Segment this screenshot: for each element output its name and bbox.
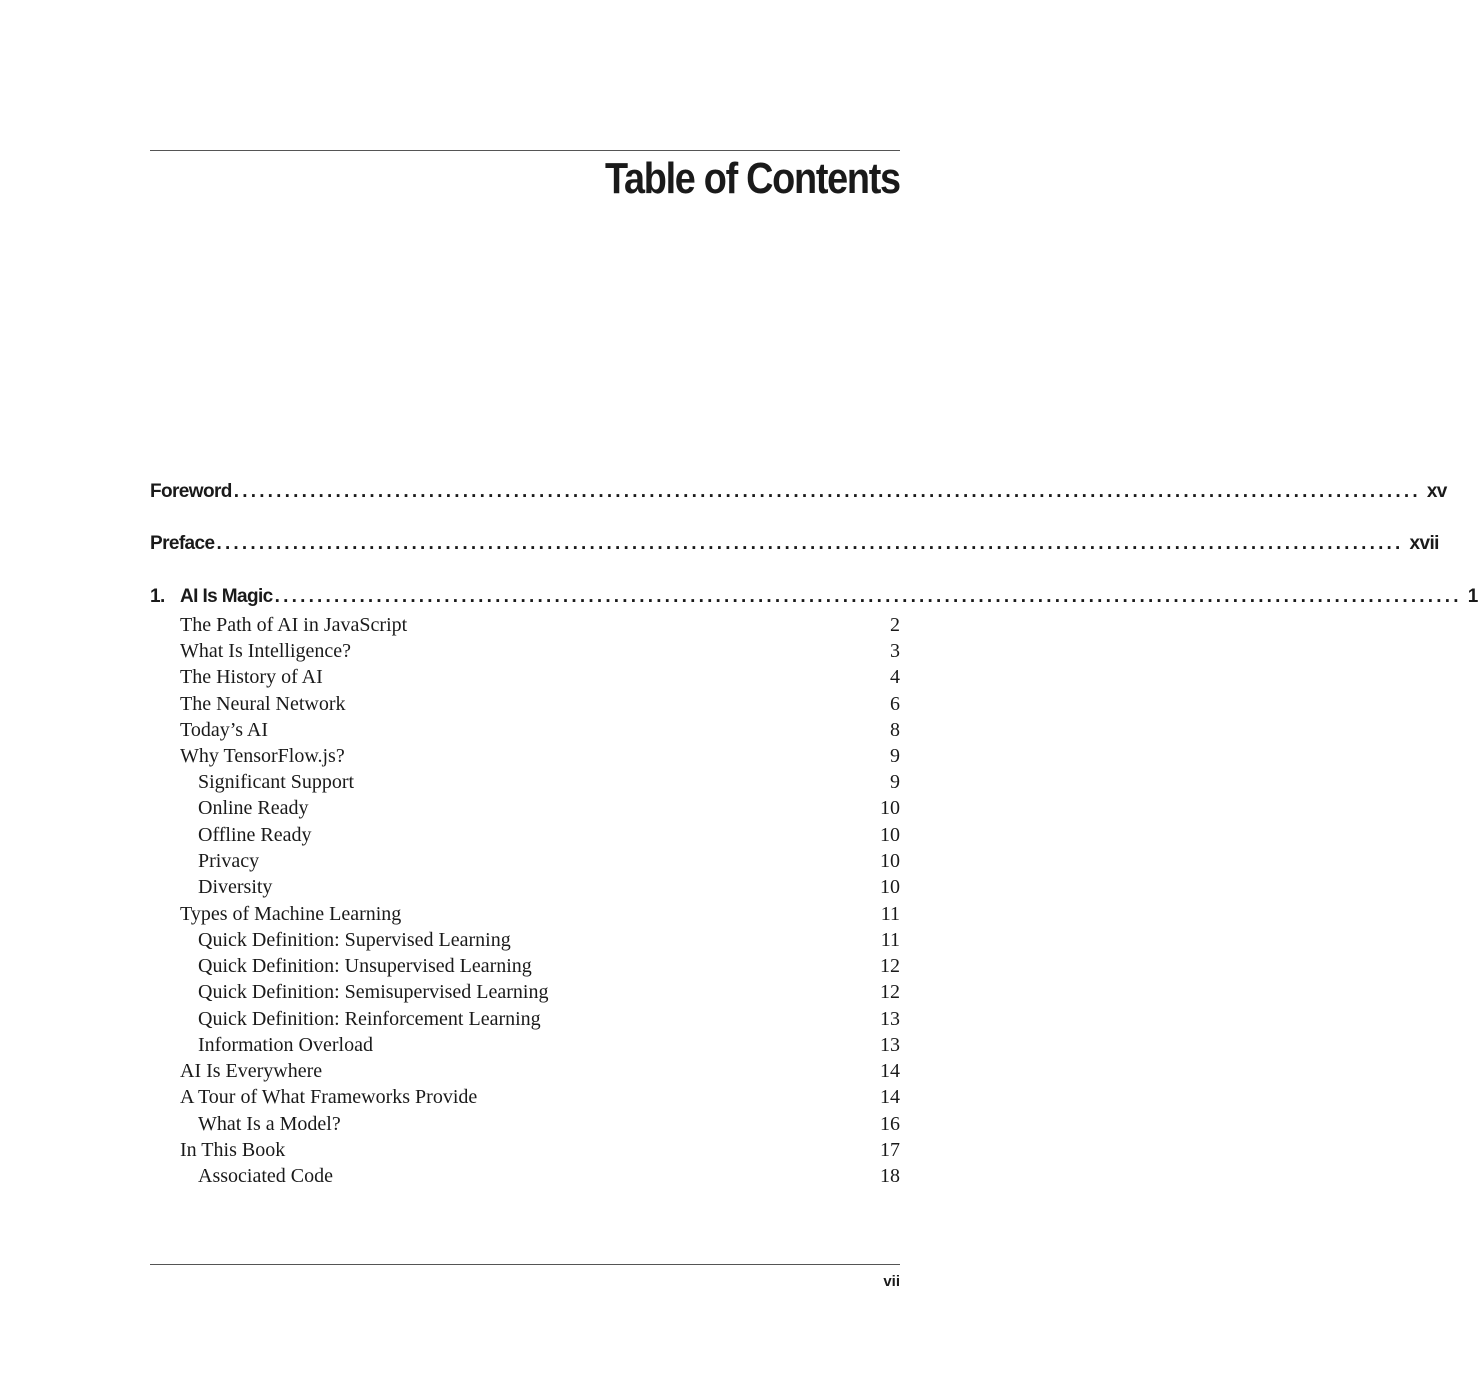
toc-section-page: 8 xyxy=(890,719,900,741)
toc-subsection[interactable] xyxy=(198,769,900,795)
toc-section-label: Quick Definition: Supervised Learning xyxy=(198,929,511,951)
toc-section-page: 6 xyxy=(890,693,900,715)
toc-entry-foreword[interactable] xyxy=(150,478,1447,506)
toc-section[interactable] xyxy=(180,1137,900,1163)
toc-section-label: Why TensorFlow.js? xyxy=(180,745,345,767)
toc-subsection[interactable] xyxy=(198,979,900,1005)
toc-section-label: Offline Ready xyxy=(198,824,312,846)
toc-section-page: 10 xyxy=(880,876,900,898)
toc-section[interactable] xyxy=(180,638,900,664)
toc-section-label: Quick Definition: Semisupervised Learning xyxy=(198,981,549,1003)
toc-section-label: AI Is Everywhere xyxy=(180,1060,323,1082)
toc-entry-label: AI Is Magic xyxy=(180,586,273,607)
toc-section-label: Online Ready xyxy=(198,797,309,819)
toc-entry-label: Preface xyxy=(150,533,215,554)
toc-entry-preface[interactable] xyxy=(150,530,1439,558)
toc-section-page: 12 xyxy=(880,981,900,1003)
toc-section-page: 9 xyxy=(890,745,900,767)
toc-subsection[interactable] xyxy=(198,795,900,821)
toc-subsection[interactable] xyxy=(198,1006,900,1032)
toc-subsection[interactable] xyxy=(198,1032,900,1058)
toc-section-page: 4 xyxy=(890,666,900,688)
toc-subsection[interactable] xyxy=(198,848,900,874)
toc-section-label: Diversity xyxy=(198,876,273,898)
toc-section[interactable] xyxy=(180,901,900,927)
toc-section-label: The Neural Network xyxy=(180,693,346,715)
toc-section-label: The History of AI xyxy=(180,666,323,688)
toc-subsection[interactable] xyxy=(198,874,900,900)
toc-section-label: In This Book xyxy=(180,1139,286,1161)
bottom-rule xyxy=(150,1264,900,1265)
chapter-heading xyxy=(150,583,273,611)
toc-section-label: Quick Definition: Reinforcement Learning xyxy=(198,1008,541,1030)
toc-section-page: 14 xyxy=(880,1086,900,1108)
toc-entry-label: Foreword xyxy=(150,481,232,502)
toc-entry-page: xv xyxy=(1426,481,1447,502)
toc-section-label: Types of Machine Learning xyxy=(180,903,402,925)
toc-section[interactable] xyxy=(180,1084,900,1110)
dot-leader: ............................................................................................................................................ xyxy=(233,481,1421,502)
toc-entry-page: 1 xyxy=(1467,586,1478,607)
toc-section[interactable] xyxy=(180,664,900,690)
dot-leader: ............................................................................................................................................ xyxy=(274,586,1462,607)
toc-subsection[interactable] xyxy=(198,927,900,953)
toc-section-page: 17 xyxy=(880,1139,900,1161)
toc-section-page: 13 xyxy=(880,1008,900,1030)
toc-section-label: Privacy xyxy=(198,850,260,872)
toc-section-page: 13 xyxy=(880,1034,900,1056)
toc-subsection[interactable] xyxy=(198,953,900,979)
toc-section[interactable] xyxy=(180,717,900,743)
toc-section-page: 12 xyxy=(880,955,900,977)
toc-section-page: 3 xyxy=(890,640,900,662)
toc-section-page: 11 xyxy=(880,903,900,925)
toc-subsection[interactable] xyxy=(198,1111,900,1137)
toc-subsection[interactable] xyxy=(198,822,900,848)
toc-section-page: 2 xyxy=(890,614,900,636)
toc-section-page: 16 xyxy=(880,1113,900,1135)
toc-section[interactable] xyxy=(180,1058,900,1084)
toc-section-label: The Path of AI in JavaScript xyxy=(180,614,408,636)
toc-section-label: Today’s AI xyxy=(180,719,269,741)
toc-section-page: 14 xyxy=(880,1060,900,1082)
toc-section-page: 10 xyxy=(880,850,900,872)
toc-section-label: Associated Code xyxy=(198,1165,333,1187)
page-number: vii xyxy=(883,1273,900,1290)
toc-section-label: Significant Support xyxy=(198,771,355,793)
toc-subsection[interactable] xyxy=(198,1163,900,1189)
toc-section-label: What Is Intelligence? xyxy=(180,640,352,662)
toc-section-label: What Is a Model? xyxy=(198,1113,341,1135)
dot-leader: ............................................................................................................................................ xyxy=(216,533,1404,554)
toc-section[interactable] xyxy=(180,612,900,638)
toc-section-page: 10 xyxy=(880,824,900,846)
toc-section-label: Quick Definition: Unsupervised Learning xyxy=(198,955,532,977)
toc-section[interactable] xyxy=(180,691,900,717)
chapter-number: 1. xyxy=(150,586,165,607)
toc-section-page: 11 xyxy=(880,929,900,951)
toc-section[interactable] xyxy=(180,743,900,769)
page-title: Table of Contents xyxy=(605,154,900,203)
toc-entry-page: xvii xyxy=(1409,533,1439,554)
toc-section-page: 10 xyxy=(880,797,900,819)
toc-section-page: 18 xyxy=(880,1165,900,1187)
toc-section-label: Information Overload xyxy=(198,1034,373,1056)
toc-section-page: 9 xyxy=(890,771,900,793)
toc-entry-chapter-1[interactable] xyxy=(150,583,1478,611)
toc-section-label: A Tour of What Frameworks Provide xyxy=(180,1086,478,1108)
